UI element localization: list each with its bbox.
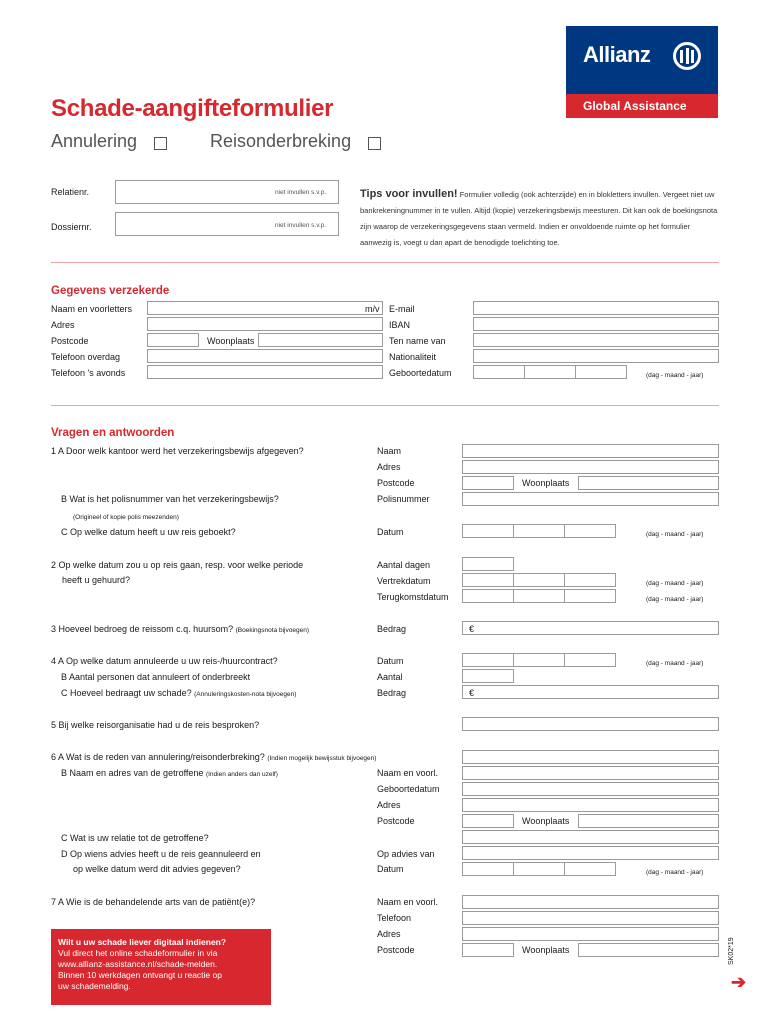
iban-field[interactable] [473, 317, 719, 331]
q1-datum-label: Datum [377, 527, 404, 537]
nationaliteit-label: Nationaliteit [389, 352, 437, 362]
dossiernr-label: Dossiernr. [51, 222, 92, 232]
gegevens-title: Gegevens verzekerde [51, 285, 170, 297]
q1b-note: (Origineel of kopie polis meezenden) [73, 514, 179, 521]
q5-field[interactable] [462, 717, 719, 731]
q1-naam-label: Naam [377, 446, 402, 456]
q1b-text: B Wat is het polisnummer van het verzekeringsbewijs? [61, 494, 279, 504]
digital-promo-box [51, 929, 271, 1005]
q2-terugkomstdatum-label: Terugkomstdatum [377, 592, 449, 602]
annulering-label: Annulering [51, 131, 138, 151]
q2-aantal-dagen-field[interactable] [462, 557, 514, 571]
q6-naam-label: Naam en voorl. [377, 768, 439, 778]
q6-adres-field[interactable] [462, 798, 719, 812]
naam-label: Naam en voorletters [51, 304, 133, 314]
q3-bedrag-label: Bedrag [377, 624, 407, 634]
geboortedatum-jaar-field[interactable] [575, 365, 627, 379]
adres-label: Adres [51, 320, 75, 330]
q7-telefoon-label: Telefoon [377, 913, 412, 923]
q6-woonplaats-field[interactable] [578, 814, 719, 828]
q7-adres-field[interactable] [462, 927, 719, 941]
q7-woonplaats-label: Woonplaats [522, 945, 570, 955]
q6-postcode-label: Postcode [377, 816, 415, 826]
ten-name-van-label: Ten name van [389, 336, 446, 346]
q3-euro-sign: € [469, 624, 475, 634]
q1-adres-label: Adres [377, 462, 401, 472]
reisonderbreking-checkbox[interactable] [368, 137, 381, 150]
divider [51, 262, 719, 263]
reisonderbreking-label: Reisonderbreking [210, 131, 352, 151]
q1-woonplaats-label: Woonplaats [522, 478, 570, 488]
date-hint: (dag - maand - jaar) [646, 660, 704, 667]
tips-text [360, 186, 720, 251]
q6c-field[interactable] [462, 830, 719, 844]
form-code: SK02*19 [728, 937, 735, 965]
q4-aantal-label: Aantal [377, 672, 403, 682]
q6-woonplaats-label: Woonplaats [522, 816, 570, 826]
relatienr-hint: niet invullen s.v.p. [275, 189, 327, 196]
allianz-eagle-icon [673, 42, 701, 70]
postcode-field[interactable] [147, 333, 199, 347]
q6-adres-label: Adres [377, 800, 401, 810]
q1-naam-field[interactable] [462, 444, 719, 458]
q2-vertrek-dag[interactable] [462, 573, 514, 587]
q7-woonplaats-field[interactable] [578, 943, 719, 957]
q4c-question: C Hoeveel bedraagt uw schade? [61, 688, 192, 698]
promo-line4: uw schademelding. [58, 981, 131, 991]
q6a-field[interactable] [462, 750, 719, 764]
q6-naam-field[interactable] [462, 766, 719, 780]
q4a-text: 4 A Op welke datum annuleerde u uw reis-/huurcontract? [51, 656, 278, 666]
arrow-right-icon: ➔ [731, 972, 747, 992]
q2-text-line2: heeft u gehuurd? [62, 575, 131, 585]
page-title: Schade-aangifteformulier [51, 95, 334, 122]
tips-heading: Tips voor invullen! [360, 188, 458, 200]
q6-geboortedatum-label: Geboortedatum [377, 784, 440, 794]
promo-line1: Vul direct het online schadeformulier in via [58, 948, 218, 958]
q6a-note: (Indien mogelijk bewijsstuk bijvoegen) [267, 755, 377, 762]
q2-text-line1: 2 Op welke datum zou u op reis gaan, resp. voor welke periode [51, 560, 304, 570]
annulering-checkbox[interactable] [154, 137, 167, 150]
date-hint: (dag - maand - jaar) [646, 372, 704, 379]
promo-heading: Wilt u uw schade liever digitaal indienen? [58, 937, 227, 947]
q7-telefoon-field[interactable] [462, 911, 719, 925]
q7-text: 7 A Wie is de behandelende arts van de patiënt(e)? [51, 897, 256, 907]
q6b-note: (Indien anders dan uzelf) [205, 771, 278, 778]
q6-advies-label: Op advies van [377, 849, 435, 859]
dossiernr-hint: niet invullen s.v.p. [275, 222, 327, 229]
q1-postcode-label: Postcode [377, 478, 415, 488]
q4-euro-sign: € [469, 688, 475, 698]
tel-overdag-label: Telefoon overdag [51, 352, 121, 362]
naam-field[interactable] [147, 301, 383, 315]
q6-datum-label: Datum [377, 864, 404, 874]
q4-datum-jaar[interactable] [564, 653, 616, 667]
geboortedatum-maand-field[interactable] [524, 365, 576, 379]
relatienr-label: Relatienr. [51, 187, 90, 197]
q1-woonplaats-field[interactable] [578, 476, 719, 490]
woonplaats-field[interactable] [258, 333, 383, 347]
tel-avonds-field[interactable] [147, 365, 383, 379]
q6-advies-field[interactable] [462, 846, 719, 860]
iban-label: IBAN [389, 320, 411, 330]
postcode-label: Postcode [51, 336, 89, 346]
q2-terug-maand[interactable] [513, 589, 565, 603]
date-hint: (dag - maand - jaar) [646, 596, 704, 603]
nationaliteit-field[interactable] [473, 349, 719, 363]
q4-bedrag-label: Bedrag [377, 688, 407, 698]
q1a-text: 1 A Door welk kantoor werd het verzekeringsbewijs afgegeven? [51, 446, 304, 456]
q6b-question: B Naam en adres van de getroffene [61, 768, 204, 778]
q2-vertrek-jaar[interactable] [564, 573, 616, 587]
q6-postcode-field[interactable] [462, 814, 514, 828]
q1-datum-jaar[interactable] [564, 524, 616, 538]
q2-terug-jaar[interactable] [564, 589, 616, 603]
q3-note: (Boekingsnota bijvoegen) [235, 627, 309, 634]
q6c-text: C Wat is uw relatie tot de getroffene? [61, 833, 209, 843]
q6a-question: 6 A Wat is de reden van annulering/reisonderbreking? [51, 752, 265, 762]
ten-name-van-field[interactable] [473, 333, 719, 347]
q4-aantal-field[interactable] [462, 669, 514, 683]
q2-vertrek-maand[interactable] [513, 573, 565, 587]
q6-geboortedatum-field[interactable] [462, 782, 719, 796]
logo-brand: Allianz [583, 42, 651, 67]
q1-polisnummer-field[interactable] [462, 492, 719, 506]
q6-datum-jaar[interactable] [564, 862, 616, 876]
tel-overdag-field[interactable] [147, 349, 383, 363]
q1-datum-dag[interactable] [462, 524, 514, 538]
q6d-text-line2: op welke datum werd dit advies gegeven? [73, 864, 241, 874]
q7-adres-label: Adres [377, 929, 401, 939]
q1-postcode-field[interactable] [462, 476, 514, 490]
q6-datum-dag[interactable] [462, 862, 514, 876]
q4-datum-dag[interactable] [462, 653, 514, 667]
q3-question: 3 Hoeveel bedroeg de reissom c.q. huursom? [51, 624, 234, 634]
q7-postcode-label: Postcode [377, 945, 415, 955]
q1c-text: C Op welke datum heeft u uw reis geboekt? [61, 527, 236, 537]
q1-adres-field[interactable] [462, 460, 719, 474]
divider [51, 405, 719, 406]
q7-naam-label: Naam en voorl. [377, 897, 439, 907]
email-field[interactable] [473, 301, 719, 315]
q4-datum-maand[interactable] [513, 653, 565, 667]
q6a-text [51, 752, 376, 764]
date-hint: (dag - maand - jaar) [646, 869, 704, 876]
tel-avonds-label: Telefoon 's avonds [51, 368, 126, 378]
q3-text [51, 624, 309, 636]
q2-terug-dag[interactable] [462, 589, 514, 603]
q2-aantal-dagen-label: Aantal dagen [377, 560, 431, 570]
q6d-text-line1: D Op wiens advies heeft u de reis geannuleerd en [61, 849, 261, 859]
date-hint: (dag - maand - jaar) [646, 531, 704, 538]
q4c-text [61, 688, 296, 700]
mv-label: m/v [365, 304, 380, 314]
q1-polisnummer-label: Polisnummer [377, 494, 430, 504]
adres-field[interactable] [147, 317, 383, 331]
q6-datum-maand[interactable] [513, 862, 565, 876]
logo-subtitle: Global Assistance [583, 99, 687, 113]
q7-naam-field[interactable] [462, 895, 719, 909]
vragen-title: Vragen en antwoorden [51, 427, 175, 439]
q6b-text [61, 768, 278, 780]
q5-text: 5 Bij welke reisorganisatie had u de reis besproken? [51, 720, 260, 730]
date-hint: (dag - maand - jaar) [646, 580, 704, 587]
tips-body: Formulier volledig (ook achterzijde) en in blokletters invullen. Vergeet niet uw bankrekeningnummer in te vullen. Altijd (kopie) verzekeringsbewijs meesturen. Dit kan ook de boekingsnota zijn waarop de verzekeringsgegevens staan vermeld. Indien er onvoldoende ruimte op het formulier aanwezig is, voegt u dan apart de benodigde toelichting toe. [360, 190, 718, 247]
email-label: E-mail [389, 304, 415, 314]
promo-line3: Binnen 10 werkdagen ontvangt u reactie op [58, 970, 222, 980]
q4-bedrag-field[interactable] [462, 685, 719, 699]
q1-datum-maand[interactable] [513, 524, 565, 538]
geboortedatum-dag-field[interactable] [473, 365, 525, 379]
woonplaats-label: Woonplaats [207, 336, 255, 346]
promo-line2[interactable]: www.allianz-assistance.nl/schade-melden. [58, 959, 218, 969]
geboortedatum-label: Geboortedatum [389, 368, 452, 378]
q7-postcode-field[interactable] [462, 943, 514, 957]
q2-vertrekdatum-label: Vertrekdatum [377, 576, 431, 586]
q4-datum-label: Datum [377, 656, 404, 666]
q3-bedrag-field[interactable] [462, 621, 719, 635]
q4c-note: (Annuleringskosten-nota bijvoegen) [194, 691, 297, 698]
q4b-text: B Aantal personen dat annuleert of onderbreekt [61, 672, 251, 682]
